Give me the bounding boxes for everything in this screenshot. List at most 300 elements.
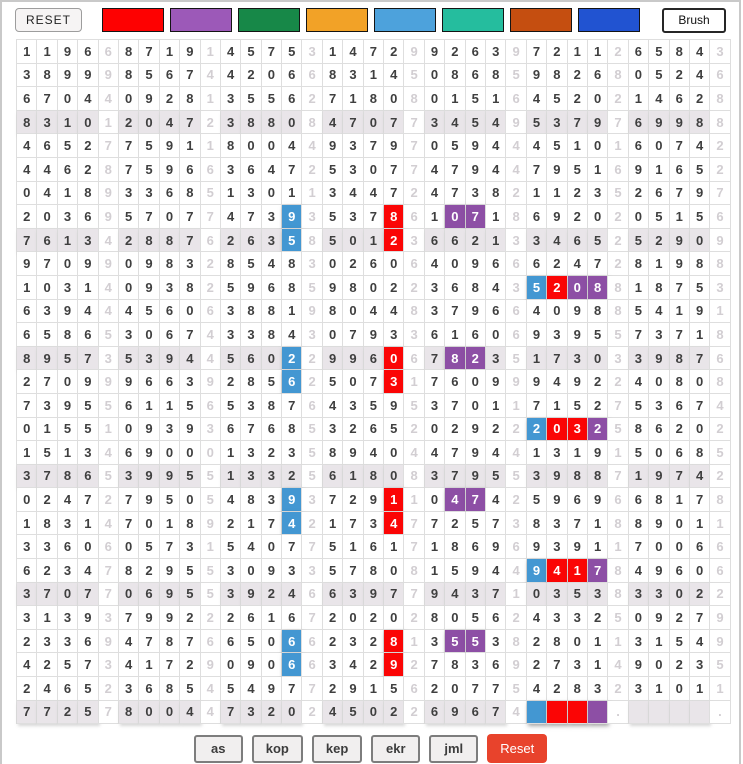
grid-cell[interactable]: 8 [425, 606, 445, 630]
grid-cell[interactable]: 9 [139, 441, 159, 465]
grid-cell[interactable]: 4 [17, 653, 37, 677]
grid-cell[interactable]: 0 [139, 512, 159, 536]
grid-cell[interactable]: 0 [119, 535, 139, 559]
grid-cell[interactable]: 5 [527, 276, 547, 300]
grid-cell[interactable]: 6 [160, 300, 180, 324]
swatch-rust[interactable] [510, 8, 572, 32]
grid-cell[interactable]: 0 [384, 559, 404, 583]
grid-cell[interactable]: 9 [527, 323, 547, 347]
grid-cell[interactable]: 4 [649, 300, 669, 324]
grid-cell[interactable]: 8 [445, 535, 465, 559]
grid-cell[interactable]: 0 [323, 323, 343, 347]
grid-cell[interactable]: 2 [384, 40, 404, 64]
grid-cell[interactable]: 9 [588, 488, 608, 512]
grid-cell[interactable]: 7 [119, 606, 139, 630]
grid-cell[interactable]: 9 [58, 394, 78, 418]
grid-cell[interactable]: 9 [160, 583, 180, 607]
grid-cell[interactable]: 2 [160, 87, 180, 111]
grid-cell[interactable]: 7 [323, 87, 343, 111]
grid-cell[interactable]: 6 [160, 323, 180, 347]
grid-cell[interactable]: 9 [364, 488, 384, 512]
grid-cell[interactable]: 3 [323, 182, 343, 206]
grid-cell[interactable]: 6 [160, 370, 180, 394]
grid-cell[interactable]: 4 [160, 111, 180, 135]
grid-cell[interactable]: 2 [364, 653, 384, 677]
grid-cell[interactable]: 5 [241, 87, 261, 111]
grid-cell[interactable]: 9 [262, 677, 282, 701]
grid-cell[interactable]: 0 [37, 205, 57, 229]
grid-cell[interactable]: 3 [58, 606, 78, 630]
grid-cell[interactable]: 4 [486, 134, 506, 158]
grid-cell[interactable]: 5 [139, 158, 159, 182]
grid-cell[interactable]: 9 [466, 441, 486, 465]
grid-cell[interactable]: 5 [221, 677, 241, 701]
grid-cell[interactable]: 6 [241, 347, 261, 371]
grid-cell[interactable]: 5 [180, 583, 200, 607]
grid-cell[interactable]: 9 [568, 370, 588, 394]
grid-cell[interactable]: 4 [262, 158, 282, 182]
grid-cell[interactable]: 9 [241, 583, 261, 607]
grid-cell[interactable]: 7 [384, 111, 404, 135]
grid-cell[interactable]: 2 [527, 418, 547, 442]
grid-cell[interactable]: 4 [78, 559, 98, 583]
grid-cell[interactable]: 9 [139, 252, 159, 276]
grid-cell[interactable]: 7 [119, 512, 139, 536]
grid-cell[interactable]: 5 [139, 64, 159, 88]
grid-cell[interactable]: 3 [425, 465, 445, 489]
grid-cell[interactable]: 2 [527, 653, 547, 677]
grid-cell[interactable]: 1 [364, 677, 384, 701]
grid-cell[interactable]: 0 [466, 370, 486, 394]
grid-cell[interactable]: 8 [58, 465, 78, 489]
grid-cell[interactable]: 6 [629, 40, 649, 64]
grid-cell[interactable]: 2 [568, 64, 588, 88]
grid-cell[interactable]: 6 [17, 300, 37, 324]
grid-cell[interactable]: 9 [139, 276, 159, 300]
grid-cell[interactable]: 3 [384, 370, 404, 394]
grid-cell[interactable]: 9 [160, 347, 180, 371]
grid-cell[interactable]: 2 [670, 64, 690, 88]
grid-cell[interactable]: 6 [629, 134, 649, 158]
grid-cell[interactable]: 9 [241, 276, 261, 300]
grid-cell[interactable]: 6 [670, 158, 690, 182]
grid-cell[interactable]: 2 [670, 606, 690, 630]
grid-cell[interactable]: 9 [139, 418, 159, 442]
grid-cell[interactable]: 3 [58, 205, 78, 229]
grid-cell[interactable]: 7 [466, 205, 486, 229]
grid-cell[interactable]: 9 [527, 559, 547, 583]
grid-cell[interactable]: 9 [445, 701, 465, 725]
grid-cell[interactable]: 3 [139, 182, 159, 206]
grid-cell[interactable]: 9 [425, 40, 445, 64]
grid-cell[interactable]: 1 [37, 606, 57, 630]
grid-cell[interactable]: 3 [425, 394, 445, 418]
grid-cell[interactable]: 1 [568, 559, 588, 583]
grid-cell[interactable]: 3 [37, 111, 57, 135]
grid-cell[interactable]: 3 [547, 583, 567, 607]
grid-cell[interactable]: 5 [262, 370, 282, 394]
grid-cell[interactable]: 2 [180, 606, 200, 630]
grid-cell[interactable]: 3 [588, 182, 608, 206]
grid-cell[interactable] [629, 701, 649, 725]
grid-cell[interactable]: 2 [690, 87, 710, 111]
grid-cell[interactable]: 4 [17, 158, 37, 182]
grid-cell[interactable]: 9 [78, 606, 98, 630]
grid-cell[interactable]: 0 [384, 347, 404, 371]
grid-cell[interactable]: 6 [282, 87, 302, 111]
grid-cell[interactable]: 6 [486, 252, 506, 276]
grid-cell[interactable]: 5 [670, 630, 690, 654]
grid-cell[interactable]: 4 [323, 701, 343, 725]
grid-cell[interactable]: 2 [445, 418, 465, 442]
grid-cell[interactable]: 3 [241, 701, 261, 725]
grid-cell[interactable]: 2 [221, 512, 241, 536]
grid-cell[interactable]: 8 [364, 465, 384, 489]
grid-cell[interactable]: 4 [527, 606, 547, 630]
grid-cell[interactable]: 0 [262, 182, 282, 206]
grid-cell[interactable]: 3 [547, 111, 567, 135]
grid-cell[interactable]: 5 [649, 205, 669, 229]
grid-cell[interactable]: 9 [629, 653, 649, 677]
grid-cell[interactable]: 3 [629, 347, 649, 371]
grid-cell[interactable]: 0 [139, 111, 159, 135]
grid-cell[interactable]: 2 [547, 677, 567, 701]
grid-cell[interactable]: 9 [670, 111, 690, 135]
grid-cell[interactable]: 3 [364, 512, 384, 536]
grid-cell[interactable]: 4 [343, 40, 363, 64]
grid-cell[interactable]: 6 [425, 229, 445, 253]
grid-cell[interactable]: 7 [690, 606, 710, 630]
grid-cell[interactable]: 1 [690, 677, 710, 701]
grid-cell[interactable]: 3 [649, 583, 669, 607]
reset-bottom-button[interactable]: Reset [487, 734, 547, 763]
grid-cell[interactable]: 6 [466, 40, 486, 64]
grid-cell[interactable]: 3 [466, 583, 486, 607]
grid-cell[interactable]: 2 [119, 229, 139, 253]
grid-cell[interactable]: 9 [58, 40, 78, 64]
grid-cell[interactable]: 1 [568, 441, 588, 465]
grid-cell[interactable]: 6 [58, 158, 78, 182]
grid-cell[interactable]: 9 [160, 158, 180, 182]
grid-cell[interactable]: 2 [588, 418, 608, 442]
grid-cell[interactable]: 3 [241, 465, 261, 489]
grid-cell[interactable]: 1 [221, 182, 241, 206]
grid-cell[interactable]: 1 [588, 158, 608, 182]
grid-cell[interactable]: 7 [486, 583, 506, 607]
grid-cell[interactable]: 1 [37, 418, 57, 442]
grid-cell[interactable]: 0 [384, 252, 404, 276]
grid-cell[interactable]: 8 [445, 653, 465, 677]
grid-cell[interactable]: 1 [649, 252, 669, 276]
grid-cell[interactable]: 6 [568, 229, 588, 253]
grid-cell[interactable]: 5 [445, 134, 465, 158]
grid-cell[interactable]: 7 [160, 653, 180, 677]
grid-cell[interactable]: 5 [384, 677, 404, 701]
grid-cell[interactable]: 5 [466, 111, 486, 135]
grid-cell[interactable]: 3 [58, 512, 78, 536]
grid-cell[interactable]: 3 [78, 441, 98, 465]
grid-cell[interactable]: 1 [670, 300, 690, 324]
grid-cell[interactable]: 1 [445, 323, 465, 347]
grid-cell[interactable]: 0 [17, 182, 37, 206]
grid-cell[interactable]: 1 [629, 87, 649, 111]
grid-cell[interactable]: 5 [58, 653, 78, 677]
grid-cell[interactable]: 7 [180, 229, 200, 253]
grid-cell[interactable]: 1 [384, 535, 404, 559]
grid-cell[interactable]: 5 [180, 559, 200, 583]
grid-cell[interactable]: 3 [37, 630, 57, 654]
grid-cell[interactable]: 8 [119, 40, 139, 64]
swatch-royal-blue[interactable] [578, 8, 640, 32]
grid-cell[interactable]: 1 [262, 606, 282, 630]
brush-button[interactable]: Brush [662, 8, 726, 33]
grid-cell[interactable]: 0 [547, 418, 567, 442]
grid-cell[interactable]: 9 [384, 134, 404, 158]
grid-cell[interactable]: 8 [37, 512, 57, 536]
grid-cell[interactable]: 9 [670, 229, 690, 253]
grid-cell[interactable]: 4 [221, 488, 241, 512]
grid-cell[interactable]: 3 [17, 64, 37, 88]
grid-cell[interactable]: 0 [241, 134, 261, 158]
grid-cell[interactable]: 2 [384, 229, 404, 253]
grid-cell[interactable]: 8 [160, 630, 180, 654]
grid-cell[interactable]: 4 [323, 394, 343, 418]
grid-cell[interactable]: 2 [670, 653, 690, 677]
grid-cell[interactable]: 2 [343, 488, 363, 512]
grid-cell[interactable]: 3 [425, 276, 445, 300]
grid-cell[interactable]: 5 [119, 205, 139, 229]
grid-cell[interactable]: 8 [139, 229, 159, 253]
grid-cell[interactable]: 9 [547, 205, 567, 229]
grid-cell[interactable]: 3 [160, 418, 180, 442]
grid-cell[interactable]: 5 [343, 701, 363, 725]
grid-cell[interactable]: 7 [690, 488, 710, 512]
grid-cell[interactable]: 5 [78, 418, 98, 442]
grid-cell[interactable]: 7 [343, 111, 363, 135]
grid-cell[interactable]: 0 [670, 535, 690, 559]
grid-cell[interactable]: 3 [568, 347, 588, 371]
grid-cell[interactable]: 7 [466, 677, 486, 701]
grid-cell[interactable]: 0 [364, 111, 384, 135]
grid-cell[interactable]: 4 [119, 300, 139, 324]
grid-cell[interactable]: 0 [466, 394, 486, 418]
grid-cell[interactable]: 0 [568, 630, 588, 654]
grid-cell[interactable]: 3 [343, 64, 363, 88]
grid-cell[interactable]: 7 [241, 418, 261, 442]
grid-cell[interactable]: 4 [425, 182, 445, 206]
grid-cell[interactable]: 1 [58, 182, 78, 206]
grid-cell[interactable]: 0 [588, 87, 608, 111]
grid-cell[interactable]: 5 [690, 205, 710, 229]
grid-cell[interactable]: 6 [670, 441, 690, 465]
grid-cell[interactable]: 1 [649, 630, 669, 654]
grid-cell[interactable]: 0 [37, 276, 57, 300]
grid-cell[interactable]: 6 [425, 701, 445, 725]
grid-cell[interactable]: 5 [323, 205, 343, 229]
grid-cell[interactable]: 3 [466, 653, 486, 677]
grid-cell[interactable]: 4 [425, 252, 445, 276]
grid-cell[interactable]: 8 [629, 512, 649, 536]
grid-cell[interactable]: 2 [119, 111, 139, 135]
grid-cell[interactable]: 1 [547, 394, 567, 418]
grid-cell[interactable]: 0 [364, 701, 384, 725]
grid-cell[interactable]: 3 [547, 606, 567, 630]
grid-cell[interactable]: 5 [466, 512, 486, 536]
grid-cell[interactable]: 6 [466, 64, 486, 88]
grid-cell[interactable]: 5 [547, 134, 567, 158]
grid-cell[interactable]: 7 [670, 323, 690, 347]
grid-cell[interactable]: 5 [282, 229, 302, 253]
grid-cell[interactable]: 0 [384, 465, 404, 489]
grid-cell[interactable]: 6 [364, 418, 384, 442]
grid-cell[interactable]: 6 [78, 205, 98, 229]
grid-cell[interactable]: 8 [343, 276, 363, 300]
grid-cell[interactable]: 1 [323, 512, 343, 536]
grid-cell[interactable]: 3 [241, 323, 261, 347]
grid-cell[interactable]: 9 [323, 276, 343, 300]
grid-cell[interactable]: 3 [486, 40, 506, 64]
grid-cell[interactable]: 0 [343, 370, 363, 394]
grid-cell[interactable]: 8 [282, 252, 302, 276]
grid-cell[interactable]: 6 [466, 323, 486, 347]
grid-cell[interactable]: 3 [119, 323, 139, 347]
grid-cell[interactable]: 8 [17, 111, 37, 135]
grid-cell[interactable]: 1 [690, 323, 710, 347]
grid-cell[interactable]: 7 [343, 512, 363, 536]
grid-cell[interactable]: 9 [139, 488, 159, 512]
grid-cell[interactable]: 6 [262, 418, 282, 442]
grid-cell[interactable]: 5 [364, 394, 384, 418]
grid-cell[interactable]: 7 [17, 229, 37, 253]
grid-cell[interactable]: 3 [547, 512, 567, 536]
grid-cell[interactable]: 0 [17, 418, 37, 442]
grid-cell[interactable]: 0 [78, 535, 98, 559]
grid-cell[interactable]: 6 [629, 111, 649, 135]
grid-cell[interactable]: 7 [241, 205, 261, 229]
grid-cell[interactable]: 9 [78, 64, 98, 88]
grid-cell[interactable]: 2 [37, 653, 57, 677]
grid-cell[interactable]: 0 [690, 370, 710, 394]
grid-cell[interactable]: 3 [323, 653, 343, 677]
grid-cell[interactable]: 2 [58, 701, 78, 725]
grid-cell[interactable]: 0 [425, 87, 445, 111]
grid-cell[interactable]: 4 [241, 677, 261, 701]
grid-cell[interactable]: 4 [282, 323, 302, 347]
grid-cell[interactable]: 1 [649, 677, 669, 701]
grid-cell[interactable]: 1 [425, 535, 445, 559]
grid-cell[interactable]: 9 [486, 370, 506, 394]
grid-cell[interactable]: 4 [180, 347, 200, 371]
grid-cell[interactable]: 4 [221, 40, 241, 64]
grid-cell[interactable]: 3 [58, 276, 78, 300]
grid-cell[interactable]: 5 [37, 441, 57, 465]
grid-cell[interactable]: 8 [262, 111, 282, 135]
grid-cell[interactable]: 8 [486, 64, 506, 88]
grid-cell[interactable]: 0 [180, 300, 200, 324]
grid-cell[interactable]: 3 [568, 418, 588, 442]
grid-cell[interactable]: 3 [486, 630, 506, 654]
grid-cell[interactable]: 9 [568, 300, 588, 324]
grid-cell[interactable]: 8 [323, 300, 343, 324]
grid-cell[interactable]: 4 [445, 111, 465, 135]
grid-cell[interactable]: 6 [588, 64, 608, 88]
grid-cell[interactable]: 4 [690, 630, 710, 654]
grid-cell[interactable]: 7 [466, 488, 486, 512]
grid-cell[interactable]: 8 [262, 300, 282, 324]
grid-cell[interactable]: 2 [568, 87, 588, 111]
grid-cell[interactable]: 6 [364, 252, 384, 276]
swatch-light-blue[interactable] [374, 8, 436, 32]
grid-cell[interactable]: 8 [58, 323, 78, 347]
grid-cell[interactable]: 3 [17, 465, 37, 489]
grid-cell[interactable]: 9 [323, 347, 343, 371]
grid-cell[interactable]: 8 [629, 252, 649, 276]
grid-cell[interactable]: 5 [221, 535, 241, 559]
grid-cell[interactable]: 5 [139, 535, 159, 559]
grid-cell[interactable]: 6 [160, 64, 180, 88]
grid-cell[interactable]: 3 [180, 535, 200, 559]
grid-cell[interactable]: 8 [670, 40, 690, 64]
grid-cell[interactable]: 6 [37, 134, 57, 158]
grid-cell[interactable]: 3 [58, 559, 78, 583]
grid-cell[interactable]: 4 [568, 252, 588, 276]
grid-cell[interactable]: 8 [119, 64, 139, 88]
grid-cell[interactable]: 8 [180, 512, 200, 536]
grid-cell[interactable]: 0 [588, 205, 608, 229]
grid-cell[interactable]: 0 [262, 535, 282, 559]
grid-cell[interactable]: 2 [323, 677, 343, 701]
grid-cell[interactable]: 9 [78, 252, 98, 276]
grid-cell[interactable]: 4 [527, 300, 547, 324]
grid-cell[interactable]: 7 [37, 252, 57, 276]
grid-cell[interactable]: 4 [690, 465, 710, 489]
grid-cell[interactable]: 6 [241, 229, 261, 253]
grid-cell[interactable]: 7 [17, 394, 37, 418]
grid-cell[interactable]: 3 [262, 229, 282, 253]
grid-cell[interactable]: 5 [160, 488, 180, 512]
grid-cell[interactable]: 7 [37, 465, 57, 489]
grid-cell[interactable]: 4 [445, 488, 465, 512]
grid-cell[interactable]: 1 [139, 653, 159, 677]
grid-cell[interactable]: 3 [17, 583, 37, 607]
grid-cell[interactable]: 5 [527, 488, 547, 512]
grid-cell[interactable]: 4 [78, 87, 98, 111]
grid-cell[interactable]: 0 [629, 64, 649, 88]
grid-cell[interactable]: 5 [649, 40, 669, 64]
grid-cell[interactable]: 6 [17, 323, 37, 347]
grid-cell[interactable]: 9 [547, 465, 567, 489]
grid-cell[interactable]: 7 [425, 653, 445, 677]
grid-cell[interactable]: 0 [262, 64, 282, 88]
grid-cell[interactable]: 2 [221, 229, 241, 253]
grid-cell[interactable]: 7 [364, 134, 384, 158]
grid-cell[interactable]: 9 [568, 535, 588, 559]
grid-cell[interactable]: 4 [282, 512, 302, 536]
grid-cell[interactable]: 0 [119, 583, 139, 607]
grid-cell[interactable]: 5 [445, 630, 465, 654]
grid-cell[interactable]: 1 [58, 441, 78, 465]
grid-cell[interactable]: 6 [119, 394, 139, 418]
grid-cell[interactable]: 3 [17, 606, 37, 630]
grid-cell[interactable]: 5 [323, 559, 343, 583]
grid-cell[interactable]: 4 [343, 653, 363, 677]
grid-cell[interactable]: 0 [425, 134, 445, 158]
grid-cell[interactable]: 4 [282, 583, 302, 607]
grid-cell[interactable]: 5 [466, 87, 486, 111]
grid-cell[interactable]: 5 [690, 276, 710, 300]
grid-cell[interactable]: 7 [384, 583, 404, 607]
grid-cell[interactable]: 4 [486, 559, 506, 583]
